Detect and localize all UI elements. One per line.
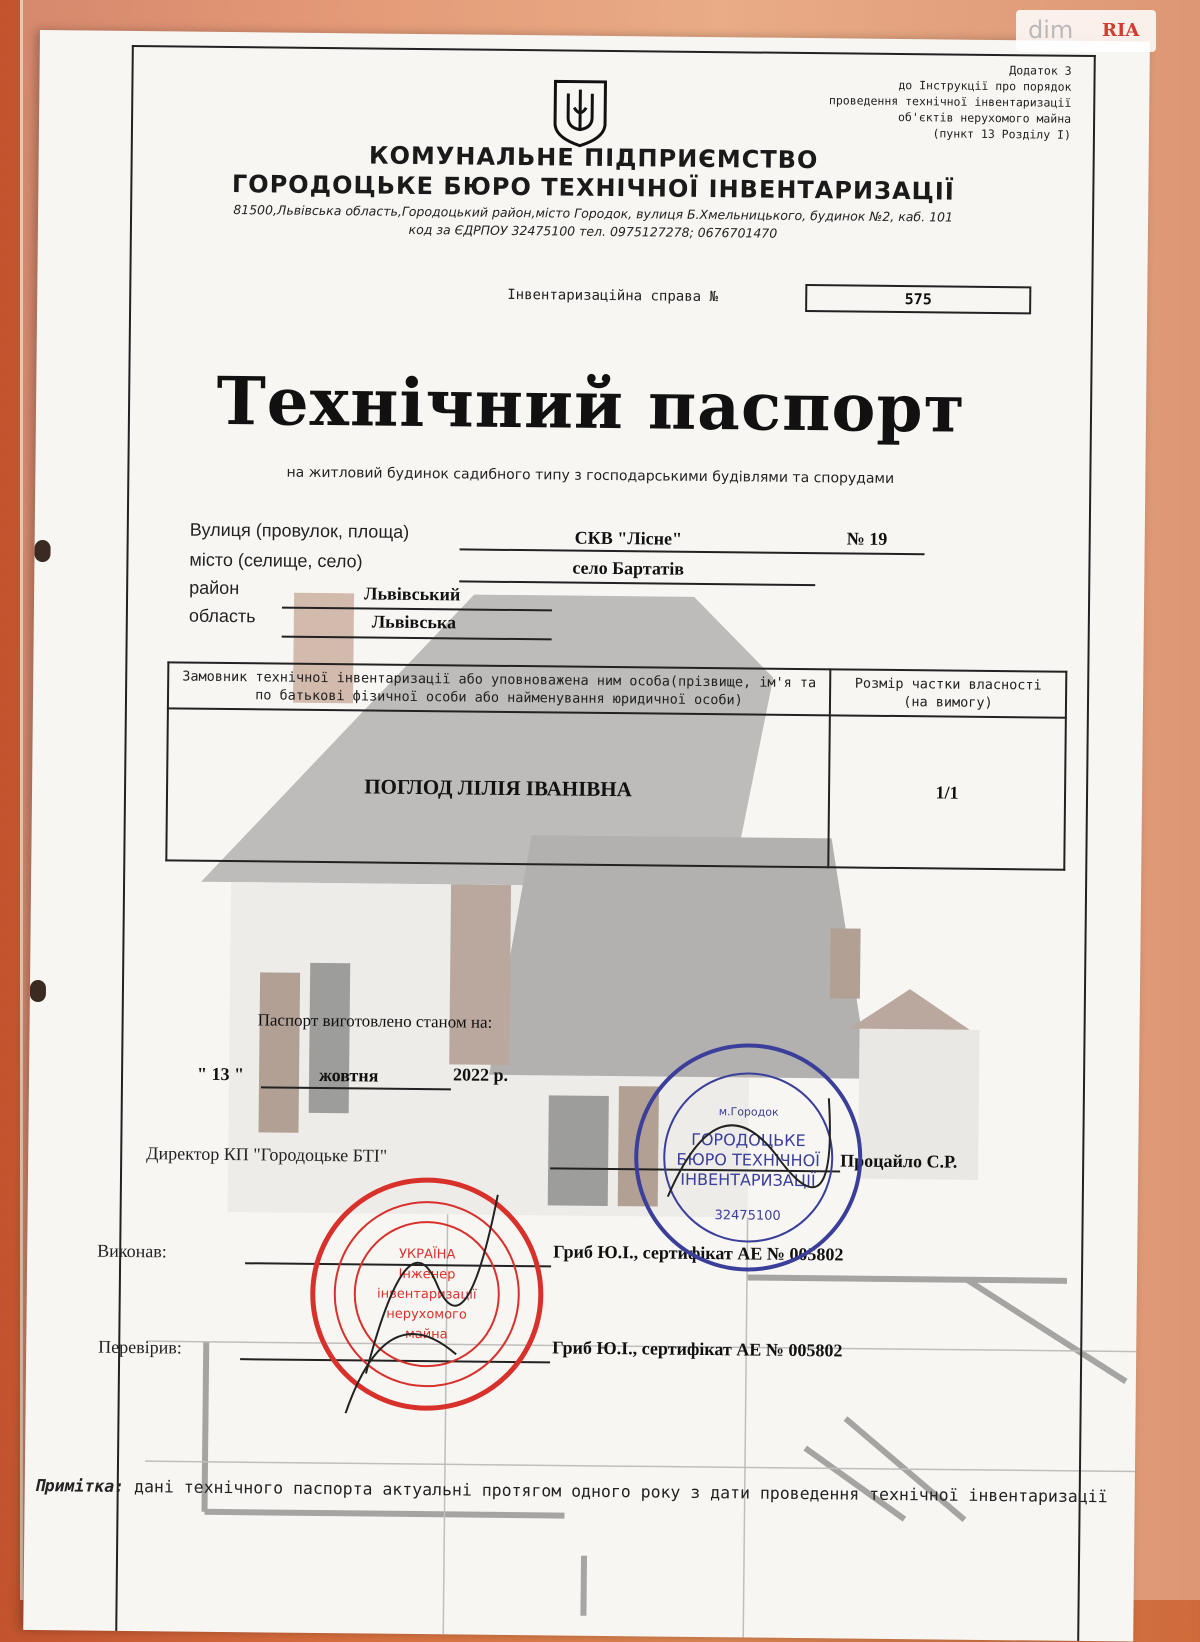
owner-name: ПОГЛОД ЛІЛІЯ ІВАНІВНА [166,708,830,867]
binder-hole [34,540,50,562]
appendix-line: об'єктів нерухомого майна [897,109,1072,126]
city-value: село Бартатів [572,557,685,579]
stamp-city: м.Городок [718,1105,779,1119]
appendix-line: до Інструкції про порядок [898,77,1072,94]
appendix-line: проведення технічної інвентаризації [828,93,1072,110]
region-value: Львівська [371,611,457,633]
site-watermark [1016,10,1156,52]
document-page [23,30,1150,1642]
district-label: район [189,577,240,599]
coat-of-arms-icon [551,77,610,148]
organization-address: 81500,Львівська область,Городоцький район,місто Городок, вулиця Б.Хмельницького, будинок №2, каб. 101 [233,202,954,225]
organization-name-line2: ГОРОДОЦЬКЕ БЮРО ТЕХНІЧНОЇ ІНВЕНТАРИЗАЦІЇ [231,170,955,206]
note-label: Примітка: [34,1476,125,1496]
street-label: Вулиця (провулок, площа) [189,519,410,542]
ownership-share: 1/1 [828,715,1066,869]
stamp-text: Інженер [398,1266,456,1283]
share-header: Розмір частки власності (на вимогу) [830,669,1066,717]
stamp-text: ГОРОДОЦЬКЕ [691,1129,806,1151]
street-value: СКВ "Лісне" [574,527,683,549]
blue-bti-stamp [627,1036,870,1279]
engineer-signature-icon [366,1193,498,1374]
district-value: Львівський [364,583,461,605]
house-number-value: № 19 [846,528,888,549]
document-subtitle: на житловий будинок садибного типу з господарськими будівлями та спорудами [286,464,895,487]
stamp-code: 32475100 [714,1208,781,1224]
organization-codes: код за ЄДРПОУ 32475100 тел. 0975127278; 0676701470 [408,221,778,241]
red-engineer-stamp [306,1173,549,1416]
customer-header: Замовник технічної інвентаризації або уповноважена ним особа(прізвище, ім'я та по батькові фізичної особи або найменування юридичної особи) [168,662,830,715]
director-label: Директор КП "Городоцьке БТІ" [146,1143,388,1166]
prepared-year: 2022 р. [452,1064,509,1085]
case-number-field: 575 [805,284,1031,314]
prepared-label: Паспорт виготовлено станом на: [257,1010,493,1032]
stamp-text: нерухомого [386,1306,467,1323]
stamp-text: БЮРО ТЕХНІЧНОЇ [676,1149,821,1171]
binder-hole [30,980,46,1002]
case-number-label: Інвентаризаційна справа № [507,286,719,306]
appendix-line: (пункт 13 Розділу І) [932,126,1072,142]
appendix-line: Додаток 3 [1009,63,1072,78]
appendix-note [829,60,1072,143]
region-label: область [188,605,256,627]
city-label: місто (селище, село) [189,549,363,572]
prepared-month: жовтня [318,1064,379,1086]
organization-name-line1: КОМУНАЛЬНЕ ПІДПРИЄМСТВО [368,141,819,175]
checked-name: Гриб Ю.І., сертифікат АЕ № 005802 [552,1337,843,1361]
stamp-text: майна [404,1326,448,1343]
prepared-day: " 13 " [196,1063,245,1085]
stamp-text: інвентаризації [376,1286,477,1303]
owner-table-row [166,708,1066,869]
stamp-text: УКРАЇНА [398,1246,456,1263]
director-name: Процайло С.Р. [840,1150,958,1172]
executed-label: Виконав: [97,1240,167,1262]
watermark-ria: RIA [1102,20,1140,41]
checked-label: Перевірив: [98,1336,182,1358]
stamp-text: ІНВЕНТАРИЗАЦІЇ [680,1169,816,1191]
executed-name: Гриб Ю.І., сертифікат АЕ № 005802 [553,1241,844,1265]
checker-signature-icon [346,1333,457,1414]
note-text: дані технічного паспорта актуальні протягом одного року з дати проведення технічної інвентаризації [124,1476,1108,1507]
owner-table [165,661,1067,870]
watermark-dim: dim [1028,16,1074,44]
document-title: Технічний паспорт [216,361,966,448]
